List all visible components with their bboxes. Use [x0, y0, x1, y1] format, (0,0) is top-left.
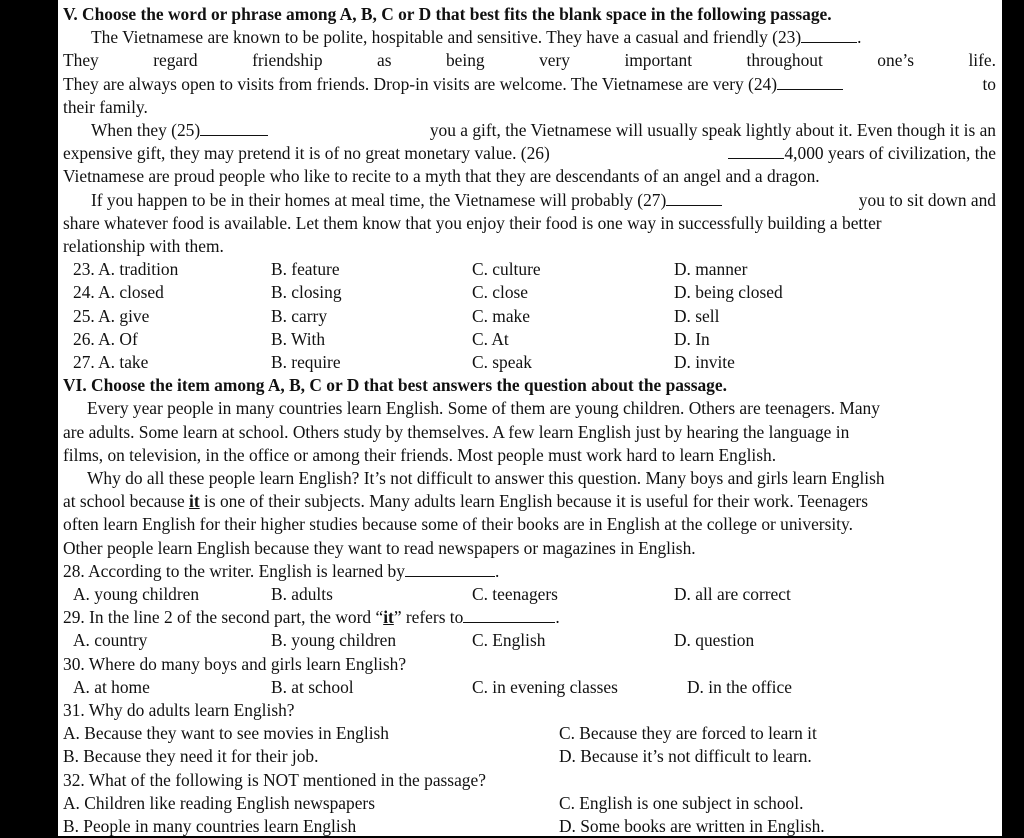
passage-3-line: share whatever food is available. Let them know that you enjoy their food is one way in successfully building a better: [63, 212, 882, 233]
section-6-heading: VI. Choose the item among A, B, C or D that best answers the question about the passage.: [63, 375, 727, 396]
blank-29: [463, 607, 555, 623]
reading-p2-line: Why do all these people learn English? It’s not difficult to answer this question. Many boys and girls learn English: [87, 467, 885, 488]
blank-23: [801, 27, 857, 43]
blank-28: [405, 561, 495, 577]
question-32-options: B. People in many countries learn English D. Some books are written in English.: [63, 815, 825, 836]
reading-p2-line: at school because it is one of their subjects. Many adults learn English because it is useful for their work. Teenagers: [63, 491, 868, 512]
reading-p1-line: films, on television, in the office or among their friends. Most people must work hard to learn English.: [63, 444, 777, 465]
worksheet-content: [58, 0, 1002, 838]
question-27-options: 27. A. take B. require C. speak D. invite: [73, 351, 735, 372]
passage-1-line: The Vietnamese are known to be polite, hospitable and sensitive. They have a casual and friendly (23) .: [91, 27, 862, 48]
reading-p2-line: Other people learn English because they want to read newspapers or magazines in English.: [63, 537, 696, 558]
question-25-options: 25. A. give B. carry C. make D. sell: [73, 305, 720, 326]
passage-2-line: When they (25) you a gift, the Vietnamese will usually speak lightly about it. Even though it is an: [91, 120, 996, 141]
reading-p1-line: Every year people in many countries learn English. Some of them are young children. Others are teenagers. Many: [87, 398, 880, 419]
question-24-options: 24. A. closed B. closing C. close D. being closed: [73, 282, 783, 303]
question-28: 28. According to the writer. English is learned by .: [63, 560, 500, 581]
passage-2-line: Vietnamese are proud people who like to recite to a myth that they are descendants of an angel and a dragon.: [63, 166, 820, 187]
question-32: 32. What of the following is NOT mentioned in the passage?: [63, 769, 486, 790]
question-31-options: A. Because they want to see movies in English C. Because they are forced to learn it: [63, 723, 817, 744]
blank-27: [666, 190, 722, 206]
question-31-options: B. Because they need it for their job. D. Because it’s not difficult to learn.: [63, 746, 812, 767]
reading-p2-line: often learn English for their higher studies because some of their books are in English at the college or university.: [63, 514, 853, 535]
blank-26: [728, 143, 784, 159]
blank-25: [200, 120, 268, 136]
question-31: 31. Why do adults learn English?: [63, 699, 295, 720]
passage-2-line: expensive gift, they may pretend it is of no great monetary value. (26) 4,000 years of civilization, the: [63, 143, 996, 164]
blank-24: [777, 74, 843, 90]
question-32-options: A. Children like reading English newspapers C. English is one subject in school.: [63, 792, 804, 813]
question-30-options: A. at home B. at school C. in evening classes D. in the office: [73, 676, 792, 697]
question-29-options: A. country B. young children C. English D. question: [73, 630, 755, 651]
worksheet-page: [58, 0, 1002, 836]
reading-p1-line: are adults. Some learn at school. Others study by themselves. A few learn English just by hearing the language in: [63, 421, 850, 442]
passage-1-justified-line: They regard friendship as being very important throughout one’s life.: [63, 50, 996, 71]
passage-3-line: If you happen to be in their homes at meal time, the Vietnamese will probably (27) you to sit down and: [91, 189, 996, 210]
passage-1-line: They are always open to visits from friends. Drop-in visits are welcome. The Vietnamese are very (24) to: [63, 73, 996, 94]
question-28-options: A. young children B. adults C. teenagers D. all are correct: [73, 584, 791, 604]
passage-1-line: their family.: [63, 96, 148, 117]
section-5-heading: V. Choose the word or phrase among A, B, C or D that best fits the blank space in the following passage.: [63, 4, 832, 24]
question-29: 29. In the line 2 of the second part, the word “it” refers to .: [63, 607, 560, 628]
question-30: 30. Where do many boys and girls learn English?: [63, 653, 407, 674]
passage-3-line: relationship with them.: [63, 236, 224, 257]
question-23-options: 23. A. tradition B. feature C. culture D. manner: [73, 259, 748, 280]
question-26-options: 26. A. Of B. With C. At D. In: [73, 328, 710, 349]
